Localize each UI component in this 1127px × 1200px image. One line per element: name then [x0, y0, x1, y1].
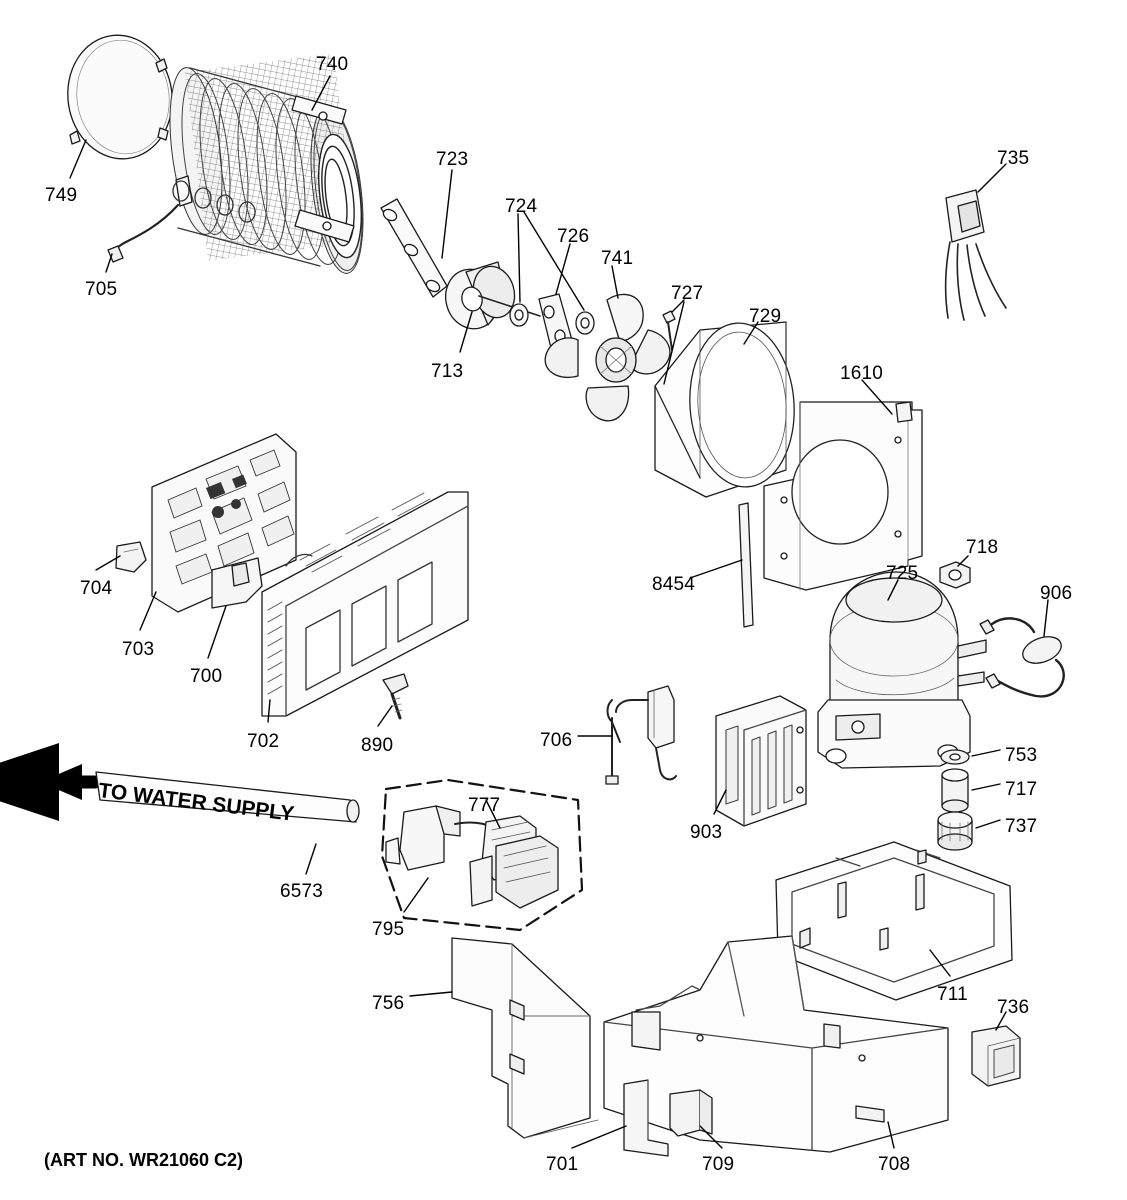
callout-705: 705 — [85, 279, 118, 300]
part-725-compressor — [818, 572, 986, 768]
callout-727: 727 — [671, 283, 704, 304]
callout-736: 736 — [997, 997, 1030, 1018]
water-supply-label: TO WATER SUPPLY — [97, 779, 296, 826]
callout-729: 729 — [749, 306, 782, 327]
part-706-dryer — [606, 686, 676, 784]
part-723-bracket — [381, 199, 447, 297]
callout-703: 703 — [122, 639, 155, 660]
callout-725: 725 — [886, 563, 919, 584]
callout-724: 724 — [505, 196, 538, 217]
callout-1610: 1610 — [840, 363, 884, 384]
part-737-mount — [938, 812, 972, 850]
art-number-label: (ART NO. WR21060 C2) — [44, 1150, 244, 1170]
callout-753: 753 — [1005, 745, 1038, 766]
callout-726: 726 — [557, 226, 590, 247]
callout-6573: 6573 — [280, 881, 324, 902]
part-8454-rod — [739, 503, 753, 627]
callout-702: 702 — [247, 731, 280, 752]
part-756-side-panel — [452, 938, 598, 1138]
part-735-wire-harness — [946, 190, 1006, 320]
callout-708: 708 — [878, 1154, 911, 1175]
callout-717: 717 — [1005, 779, 1038, 800]
callout-903: 903 — [690, 822, 723, 843]
callout-700: 700 — [190, 666, 223, 687]
part-729-fan-shroud — [655, 320, 800, 497]
callout-706: 706 — [540, 730, 573, 751]
part-717-grommet — [942, 769, 968, 812]
callout-740: 740 — [316, 54, 349, 75]
callout-756: 756 — [372, 993, 405, 1014]
part-709-bracket — [670, 1090, 712, 1136]
callout-741: 741 — [601, 248, 634, 269]
part-736-relay — [972, 1026, 1020, 1086]
callout-749: 749 — [45, 185, 78, 206]
part-903-compressor-cover — [716, 696, 806, 826]
callout-890: 890 — [361, 735, 394, 756]
callout-777: 777 — [468, 795, 501, 816]
callout-795: 795 — [372, 919, 405, 940]
callout-906: 906 — [1040, 583, 1073, 604]
part-704-clip — [116, 542, 146, 572]
callout-711: 711 — [937, 984, 968, 1005]
callout-718: 718 — [966, 537, 999, 558]
callout-704: 704 — [80, 578, 113, 599]
callout-723: 723 — [436, 149, 469, 170]
part-749-cover — [60, 28, 180, 165]
callout-701: 701 — [546, 1154, 579, 1175]
part-711-base-frame — [776, 842, 1012, 1000]
part-890-screw — [383, 674, 408, 718]
callout-709: 709 — [702, 1154, 735, 1175]
callout-737: 737 — [1005, 816, 1038, 837]
part-753-washer — [941, 750, 969, 764]
part-906-tube — [980, 618, 1065, 696]
part-718-nut — [940, 562, 970, 588]
callout-713: 713 — [431, 361, 464, 382]
callout-8454: 8454 — [652, 574, 696, 595]
callout-735: 735 — [997, 148, 1030, 169]
